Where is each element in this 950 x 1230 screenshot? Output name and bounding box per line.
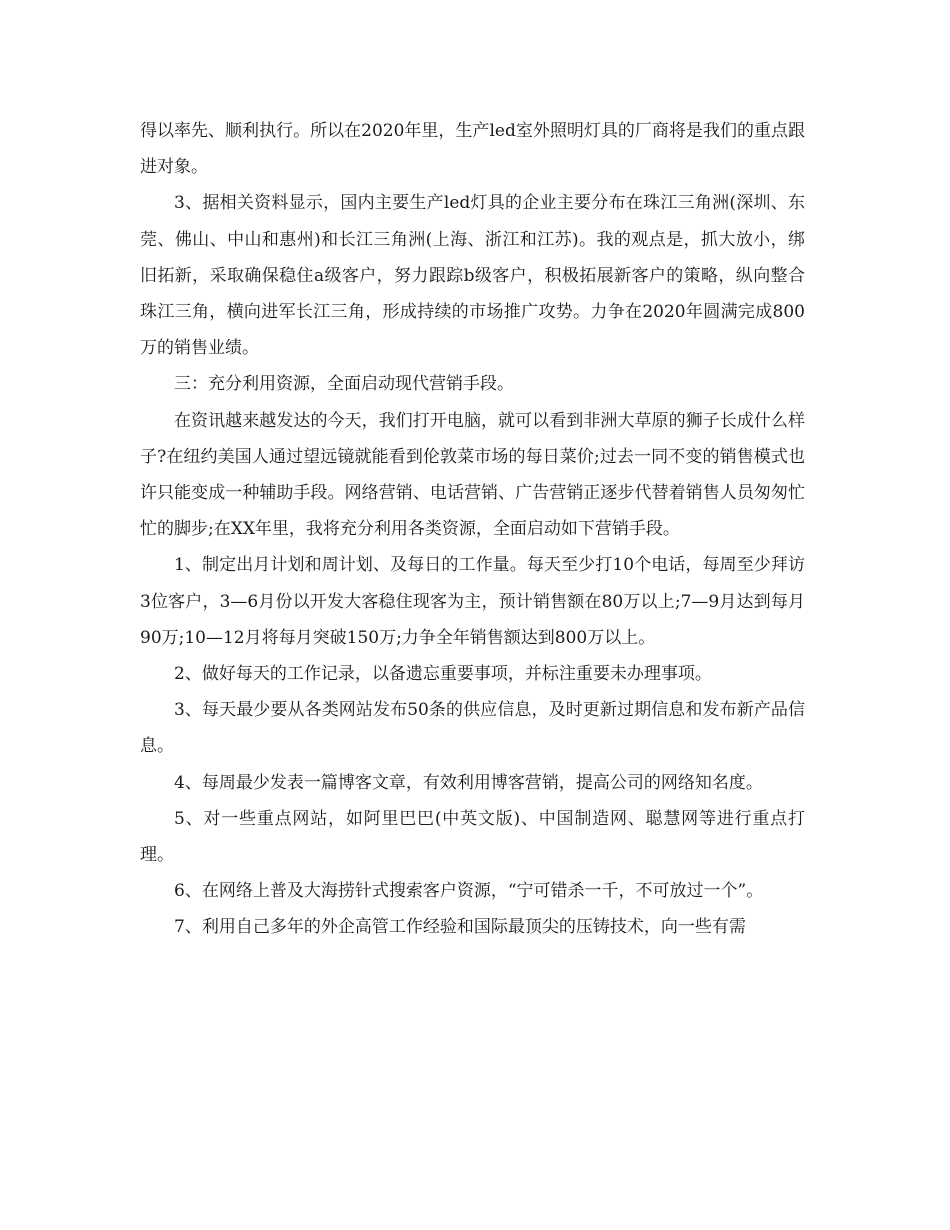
list-item-5-key-sites: 5、对一些重点网站，如阿里巴巴(中英文版)、中国制造网、聪慧网等进行重点打理。 xyxy=(140,808,805,866)
list-item-4-blog: 4、每周最少发表一篇博客文章，有效利用博客营销，提高公司的网络知名度。 xyxy=(174,772,763,793)
list-item-1-plan: 1、制定出月计划和周计划、及每日的工作量。每天至少打10个电话，每周至少拜访3位客户，3—6月份以开发大客稳住现客为主，预计销售额在80万以上;7—9月达到每月90万;10—12月将每月突破150万;力争全年销售额达到800万以上。 xyxy=(140,555,806,648)
paragraph-information-age: 在资讯越来越发达的今天，我们打开电脑，就可以看到非洲大草原的狮子长成什么样子?在纽约美国人通过望远镜就能看到伦敦菜市场的每日菜价;过去一同不变的销售模式也许只能变成一种辅助手段。网络营销、电话营销、广告营销正逐步代替着销售人员匆匆忙忙的脚步;在XX年里，我将充分利用各类资源，全面启动如下营销手段。 xyxy=(140,410,805,540)
list-item-3-supply-info: 3、每天最少要从各类网站发布50条的供应信息，及时更新过期信息和发布新产品信息。 xyxy=(140,700,805,757)
list-item-6-search-customers: 6、在网络上普及大海捞针式搜索客户资源，“宁可错杀一千，不可放过一个”。 xyxy=(174,881,764,902)
section-heading-three: 三：充分利用资源，全面启动现代营销手段。 xyxy=(174,374,514,395)
paragraph-continuation: 得以率先、顺利执行。所以在2020年里，生产led室外照明灯具的厂商将是我们的重点跟进对象。 xyxy=(140,121,805,178)
list-item-2-work-record: 2、做好每天的工作记录，以备遗忘重要事项，并标注重要未办理事项。 xyxy=(174,664,712,685)
paragraph-item-3-led-distribution: 3、据相关资料显示，国内主要生产led灯具的企业主要分布在珠江三角洲(深圳、东莞、佛山、中山和惠州)和长江三角洲(上海、浙江和江苏)。我的观点是，抓大放小，绑旧拓新，采取确保稳住a级客户，努力跟踪b级客户，积极拓展新客户的策略，纵向整合珠江三角，横向进军长江三角，形成持续的市场推广攻势。力争在2020年圆满完成800万的销售业绩。 xyxy=(140,193,805,359)
document-body xyxy=(140,113,805,946)
list-item-7-experience: 7、利用自己多年的外企高管工作经验和国际最顶尖的压铸技术，向一些有需 xyxy=(174,917,746,938)
